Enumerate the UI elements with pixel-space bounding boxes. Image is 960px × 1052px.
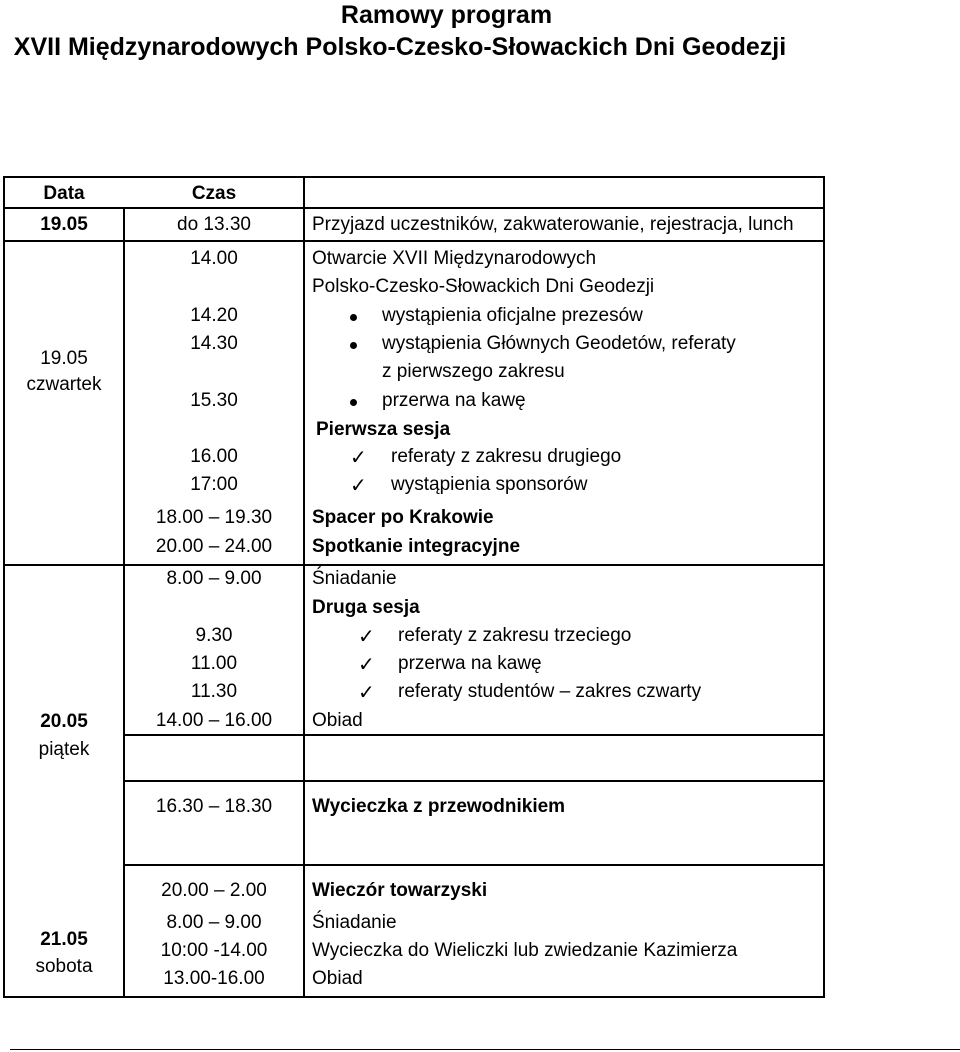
day2-breakfast-time: 8.00 – 9.00 — [166, 568, 262, 589]
opening-time: 14.00 — [190, 248, 238, 269]
day3-lunch-time: 13.00-16.00 — [163, 968, 265, 989]
evening-rule — [123, 864, 825, 866]
day3-trip: Wycieczka do Wieliczki lub zwiedzanie Kazimierza — [312, 940, 738, 961]
day1-date: 19.05 — [40, 348, 88, 369]
tour-event: Wycieczka z przewodnikiem — [312, 796, 566, 817]
lunch-time: 14.00 – 16.00 — [155, 710, 273, 731]
checkmark-icon: ✓ — [350, 445, 367, 469]
lunch-rule — [123, 734, 825, 736]
item1-text: wystąpienia oficjalne prezesów — [382, 305, 643, 326]
day3-breakfast: Śniadanie — [312, 912, 397, 933]
session1-label: Pierwsza sesja — [316, 419, 451, 440]
s2-time: 11.00 — [190, 653, 238, 674]
session1-item1-text: referaty z zakresu drugiego — [391, 446, 622, 467]
day3-date: 21.05 — [40, 929, 88, 950]
footer-rule — [10, 1049, 960, 1050]
lunch-event: Obiad — [312, 710, 363, 731]
bullet-icon — [350, 314, 357, 321]
page-title: Ramowy program — [340, 1, 553, 29]
session1-item2-time: 17:00 — [190, 474, 238, 495]
arrival-rule — [3, 240, 825, 242]
item3-time: 15.30 — [190, 390, 238, 411]
item2-text-line1: wystąpienia Głównych Geodetów, referaty — [382, 333, 736, 354]
header-time: Czas — [191, 183, 237, 204]
bullet-icon — [350, 342, 357, 349]
party-event: Spotkanie integracyjne — [312, 536, 521, 557]
session1-item1-time: 16.00 — [190, 446, 238, 467]
session2-label: Druga sesja — [312, 597, 420, 618]
s1-time: 9.30 — [195, 625, 233, 646]
col-divider-2 — [303, 176, 305, 998]
item1-time: 14.20 — [190, 305, 238, 326]
s1-text: referaty z zakresu trzeciego — [398, 625, 632, 646]
header-date: Data — [43, 183, 85, 204]
evening-time: 20.00 – 2.00 — [161, 880, 267, 901]
s3-text: referaty studentów – zakres czwarty — [398, 681, 702, 702]
tour-time: 16.30 – 18.30 — [155, 796, 273, 817]
s3-time: 11.30 — [190, 681, 238, 702]
day2-date: 20.05 — [40, 711, 88, 732]
opening-line2: Polsko-Czesko-Słowackich Dni Geodezji — [312, 276, 655, 297]
item3-text: przerwa na kawę — [382, 390, 526, 411]
s2-text: przerwa na kawę — [398, 653, 542, 674]
day3-weekday: sobota — [35, 956, 93, 977]
arrival-date: 19.05 — [40, 214, 88, 235]
arrival-time: do 13.30 — [177, 214, 251, 235]
checkmark-icon: ✓ — [358, 680, 375, 704]
day3-breakfast-time: 8.00 – 9.00 — [166, 912, 262, 933]
evening-event: Wieczór towarzyski — [312, 880, 488, 901]
bullet-icon — [350, 399, 357, 406]
arrival-event: Przyjazd uczestników, zakwaterowanie, rejestracja, lunch — [312, 214, 794, 235]
session1-item2-text: wystąpienia sponsorów — [391, 474, 588, 495]
item2-text-line2: z pierwszego zakresu — [382, 361, 565, 382]
opening-line1: Otwarcie XVII Międzynarodowych — [312, 248, 597, 269]
checkmark-icon: ✓ — [358, 652, 375, 676]
day3-lunch: Obiad — [312, 968, 363, 989]
checkmark-icon: ✓ — [350, 473, 367, 497]
item2-time: 14.30 — [190, 333, 238, 354]
walk-event: Spacer po Krakowie — [312, 507, 494, 528]
day1-weekday: czwartek — [26, 374, 102, 395]
checkmark-icon: ✓ — [358, 624, 375, 648]
header-rule — [3, 207, 825, 209]
party-time: 20.00 – 24.00 — [155, 536, 273, 557]
walk-time: 18.00 – 19.30 — [155, 507, 273, 528]
day2-breakfast: Śniadanie — [312, 568, 397, 589]
tour-rule — [123, 780, 825, 782]
day2-weekday: piątek — [38, 739, 90, 760]
page-subtitle: XVII Międzynarodowych Polsko-Czesko-Słowackich Dni Geodezji — [13, 33, 787, 61]
day3-trip-time: 10:00 -14.00 — [160, 940, 268, 961]
